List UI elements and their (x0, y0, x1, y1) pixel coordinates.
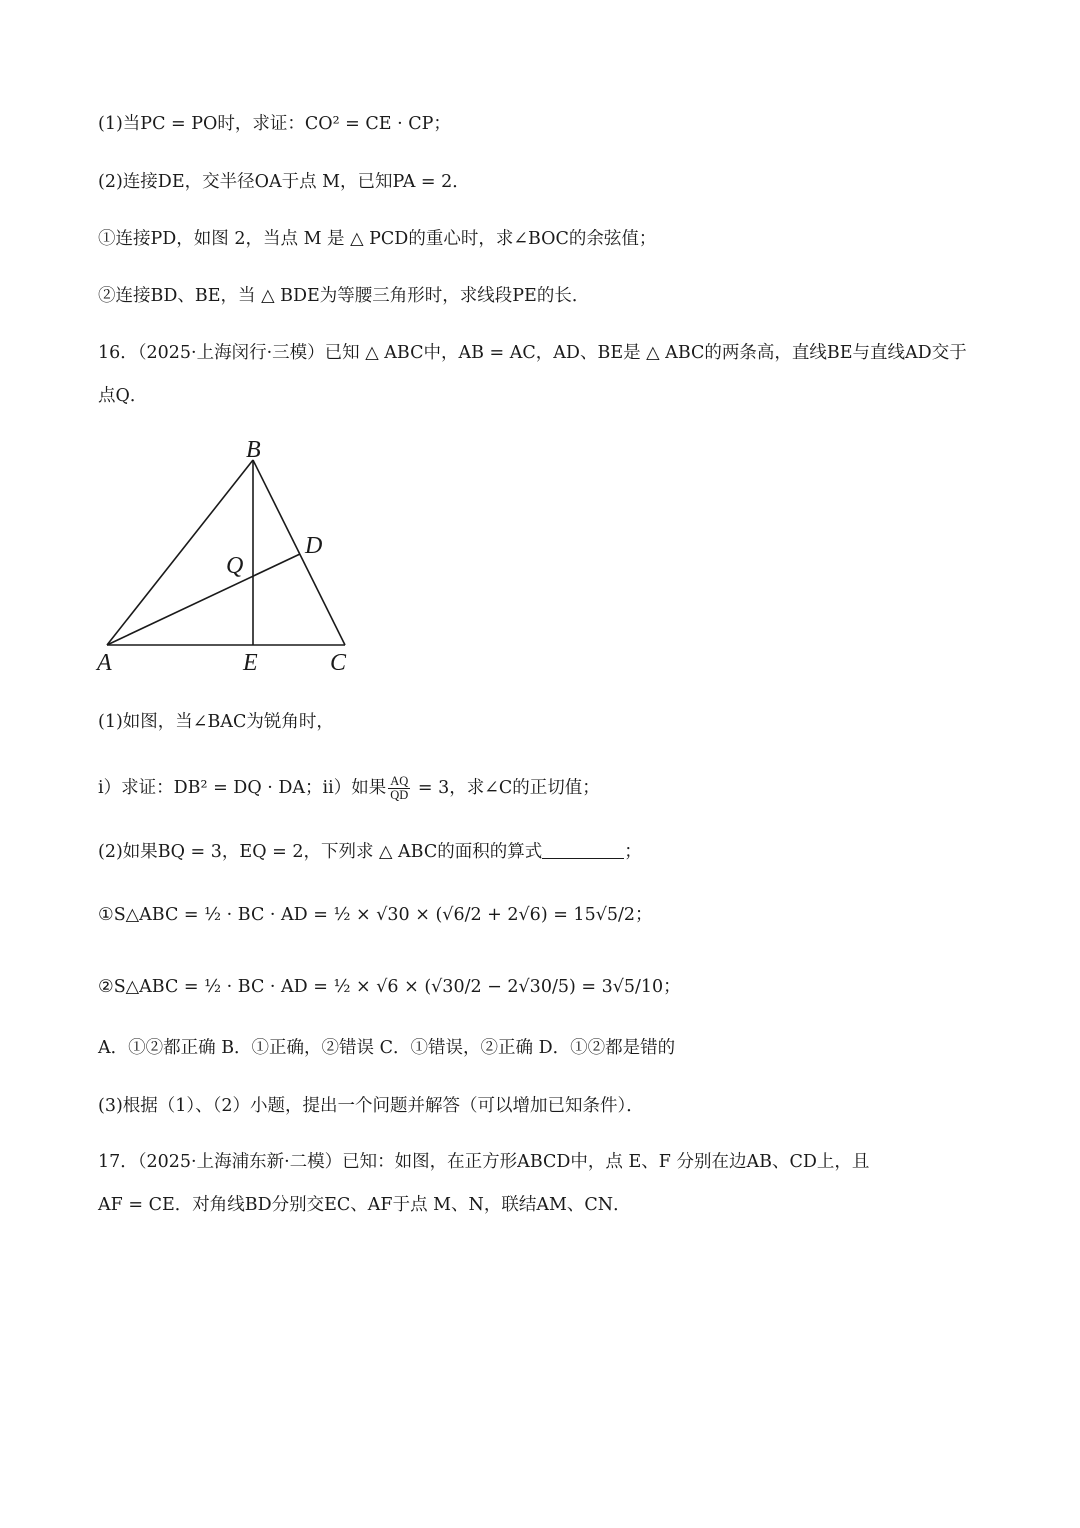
fraction-aq-qd (388, 775, 410, 802)
q16-part3: (3)根据（1）、（2）小题，提出一个问题并解答（可以增加已知条件）． (98, 1096, 644, 1116)
segment-AD (107, 554, 300, 645)
q16-part1-items (98, 775, 600, 802)
q17-stem-line1: 17．（2025·上海浦东新·二模）已知：如图，在正方形ABCD中，点 E、F 分别在边AB、CD上，且 (98, 1152, 870, 1172)
label-E: E (243, 650, 258, 676)
q16-part1-text-b: = 3，求∠C的正切值； (412, 778, 600, 798)
q15-part2-sub2: ②连接BD、BE，当 △ BDE为等腰三角形时，求线段PE的长． (98, 286, 590, 306)
q15-part2-sub1: ①连接PD，如图 2，当点 M 是 △ PCD的重心时，求∠BOC的余弦值； (98, 229, 657, 249)
answer-choices: A．①②都正确 B．①正确，②错误 C．①错误，②正确 D．①②都是错的 (98, 1038, 676, 1058)
fraction-num: AQ (390, 774, 409, 788)
fraction-den: QD (390, 788, 409, 802)
label-A: A (97, 650, 112, 676)
q16-part2-text: (2)如果BQ = 3，EQ = 2，下列求 △ ABC的面积的算式 (98, 842, 543, 862)
q15-part1: (1)当PC = PO时，求证：CO² = CE · CP； (98, 114, 451, 134)
q16-stem-line2: 点Q． (98, 386, 148, 406)
label-Q: Q (226, 553, 244, 579)
label-D: D (305, 533, 323, 559)
q17-stem-line2: AF = CE．对角线BD分别交EC、AF于点 M、N，联结AM、CN． (98, 1195, 631, 1215)
q16-part2-end: ； (624, 842, 642, 862)
label-B: B (246, 437, 261, 463)
q16-part2 (98, 838, 642, 864)
q16-part1: (1)如图，当∠BAC为锐角时， (98, 712, 334, 732)
q15-part2: (2)连接DE，交半径OA于点 M，已知PA = 2． (98, 172, 470, 192)
segment-BC (253, 460, 345, 645)
answer-blank[interactable] (542, 838, 624, 859)
formula-2: ②S△ABC = ½ · BC · AD = ½ × √6 × (√30/2 − 2√30/5) = 3√5/10； (98, 977, 681, 997)
label-C: C (330, 650, 347, 676)
q16-stem-line1: 16．（2025·上海闵行·三模）已知 △ ABC中，AB = AC，AD、BE是 △ ABC的两条高，直线BE与直线AD交于 (98, 343, 967, 363)
formula-1: ①S△ABC = ½ · BC · AD = ½ × √30 × (√6/2 + 2√6) = 15√5/2； (98, 905, 653, 925)
triangle-figure (90, 432, 370, 682)
q16-part1-text-a: ⅰ）求证：DB² = DQ · DA；ⅱ）如果 (98, 778, 387, 798)
